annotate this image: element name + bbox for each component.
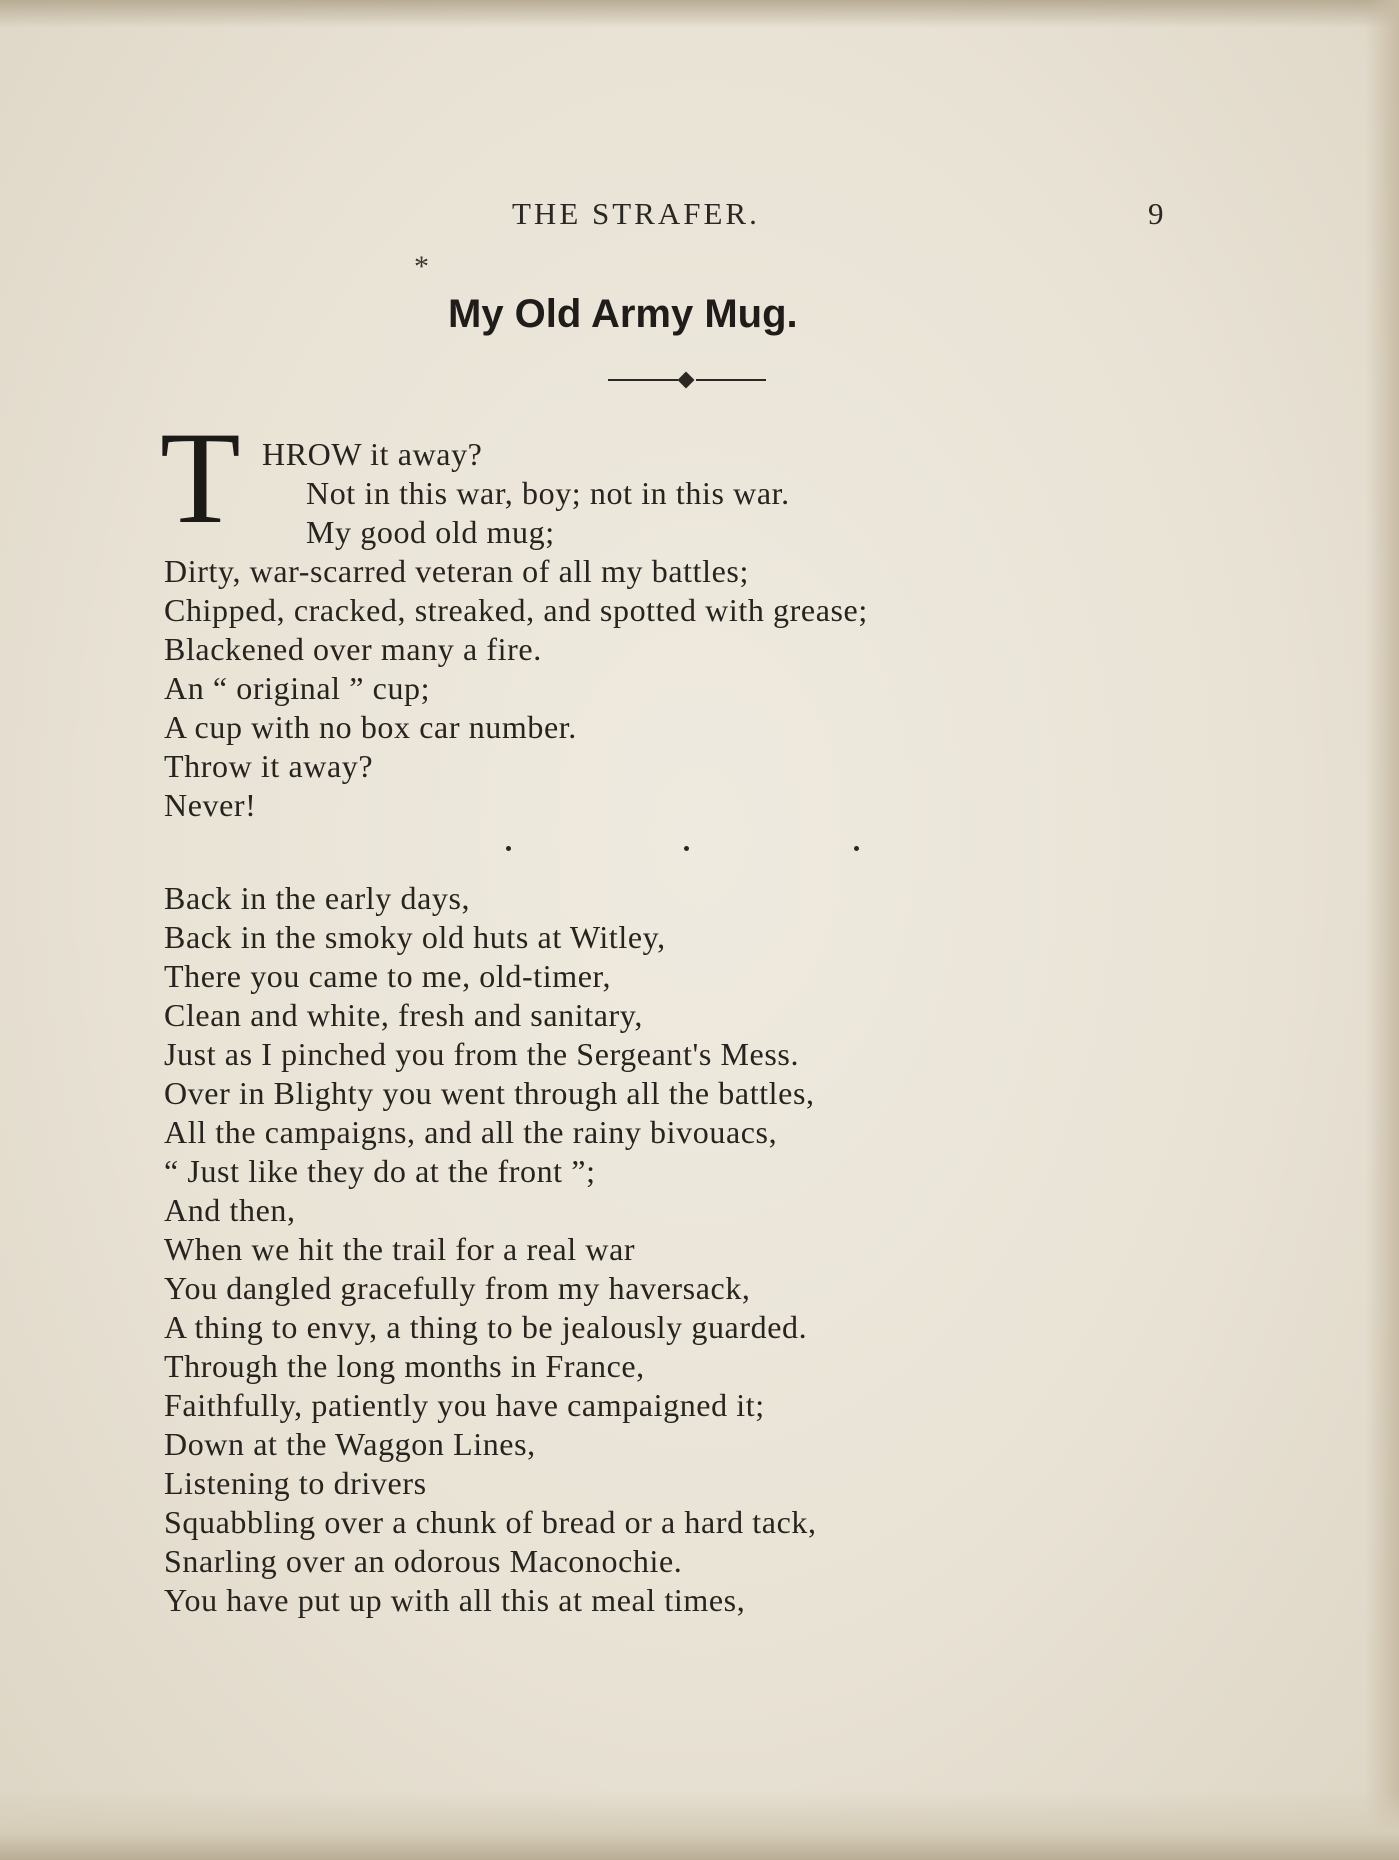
- poem-line: And then,: [164, 1192, 296, 1228]
- poem-line: Faithfully, patiently you have campaigned it;: [164, 1387, 765, 1423]
- drop-cap: T: [160, 404, 241, 551]
- poem-line: Back in the early days,: [164, 880, 471, 916]
- poem-line: Chipped, cracked, streaked, and spotted with grease;: [164, 592, 868, 628]
- poem-line: Not in this war, boy; not in this war.: [306, 475, 790, 511]
- poem-line: Throw it away?: [164, 748, 374, 784]
- poem-line: HROW it away?: [262, 436, 483, 472]
- page-edge-top: [0, 0, 1399, 28]
- poem-line: All the campaigns, and all the rainy bivouacs,: [164, 1114, 778, 1150]
- page-number: 9: [1148, 196, 1164, 231]
- poem-line: An “ original ” cup;: [164, 670, 431, 706]
- poem-line: Back in the smoky old huts at Witley,: [164, 919, 666, 955]
- poem-line: Listening to drivers: [164, 1465, 427, 1501]
- poem-line: Just as I pinched you from the Sergeant's Mess.: [164, 1036, 800, 1072]
- page-edge-bottom: [0, 1790, 1399, 1860]
- poem-line: Squabbling over a chunk of bread or a hard tack,: [164, 1504, 817, 1540]
- poem-line: Over in Blighty you went through all the battles,: [164, 1075, 815, 1111]
- title-ornament: [608, 373, 766, 387]
- poem-line: A cup with no box car number.: [164, 709, 577, 745]
- poem-line: There you came to me, old-timer,: [164, 958, 612, 994]
- poem-line: When we hit the trail for a real war: [164, 1231, 636, 1267]
- poem-line: Never!: [164, 787, 257, 823]
- poem-line: You dangled gracefully from my haversack,: [164, 1270, 751, 1306]
- asterisk-mark: *: [414, 250, 429, 283]
- dot: [506, 846, 511, 851]
- dot: [854, 846, 859, 851]
- poem-line: Through the long months in France,: [164, 1348, 645, 1384]
- section-dots: [500, 846, 880, 856]
- poem-line: “ Just like they do at the front ”;: [164, 1153, 596, 1189]
- poem-line: A thing to envy, a thing to be jealously guarded.: [164, 1309, 808, 1345]
- dot: [684, 846, 689, 851]
- poem-line: Dirty, war-scarred veteran of all my battles;: [164, 553, 749, 589]
- poem-line: My good old mug;: [306, 514, 555, 550]
- poem-line: Blackened over many a fire.: [164, 631, 542, 667]
- poem-line: Down at the Waggon Lines,: [164, 1426, 536, 1462]
- ornament-diamond: [678, 372, 695, 389]
- poem-line: Snarling over an odorous Maconochie.: [164, 1543, 683, 1579]
- poem-line: Clean and white, fresh and sanitary,: [164, 997, 643, 1033]
- poem-line: You have put up with all this at meal times,: [164, 1582, 746, 1618]
- ornament-rule-left: [608, 379, 678, 381]
- page-edge-right: [1365, 0, 1399, 1860]
- ornament-rule-right: [696, 379, 766, 381]
- running-title: THE STRAFER.: [512, 196, 760, 231]
- poem-title: My Old Army Mug.: [448, 292, 798, 336]
